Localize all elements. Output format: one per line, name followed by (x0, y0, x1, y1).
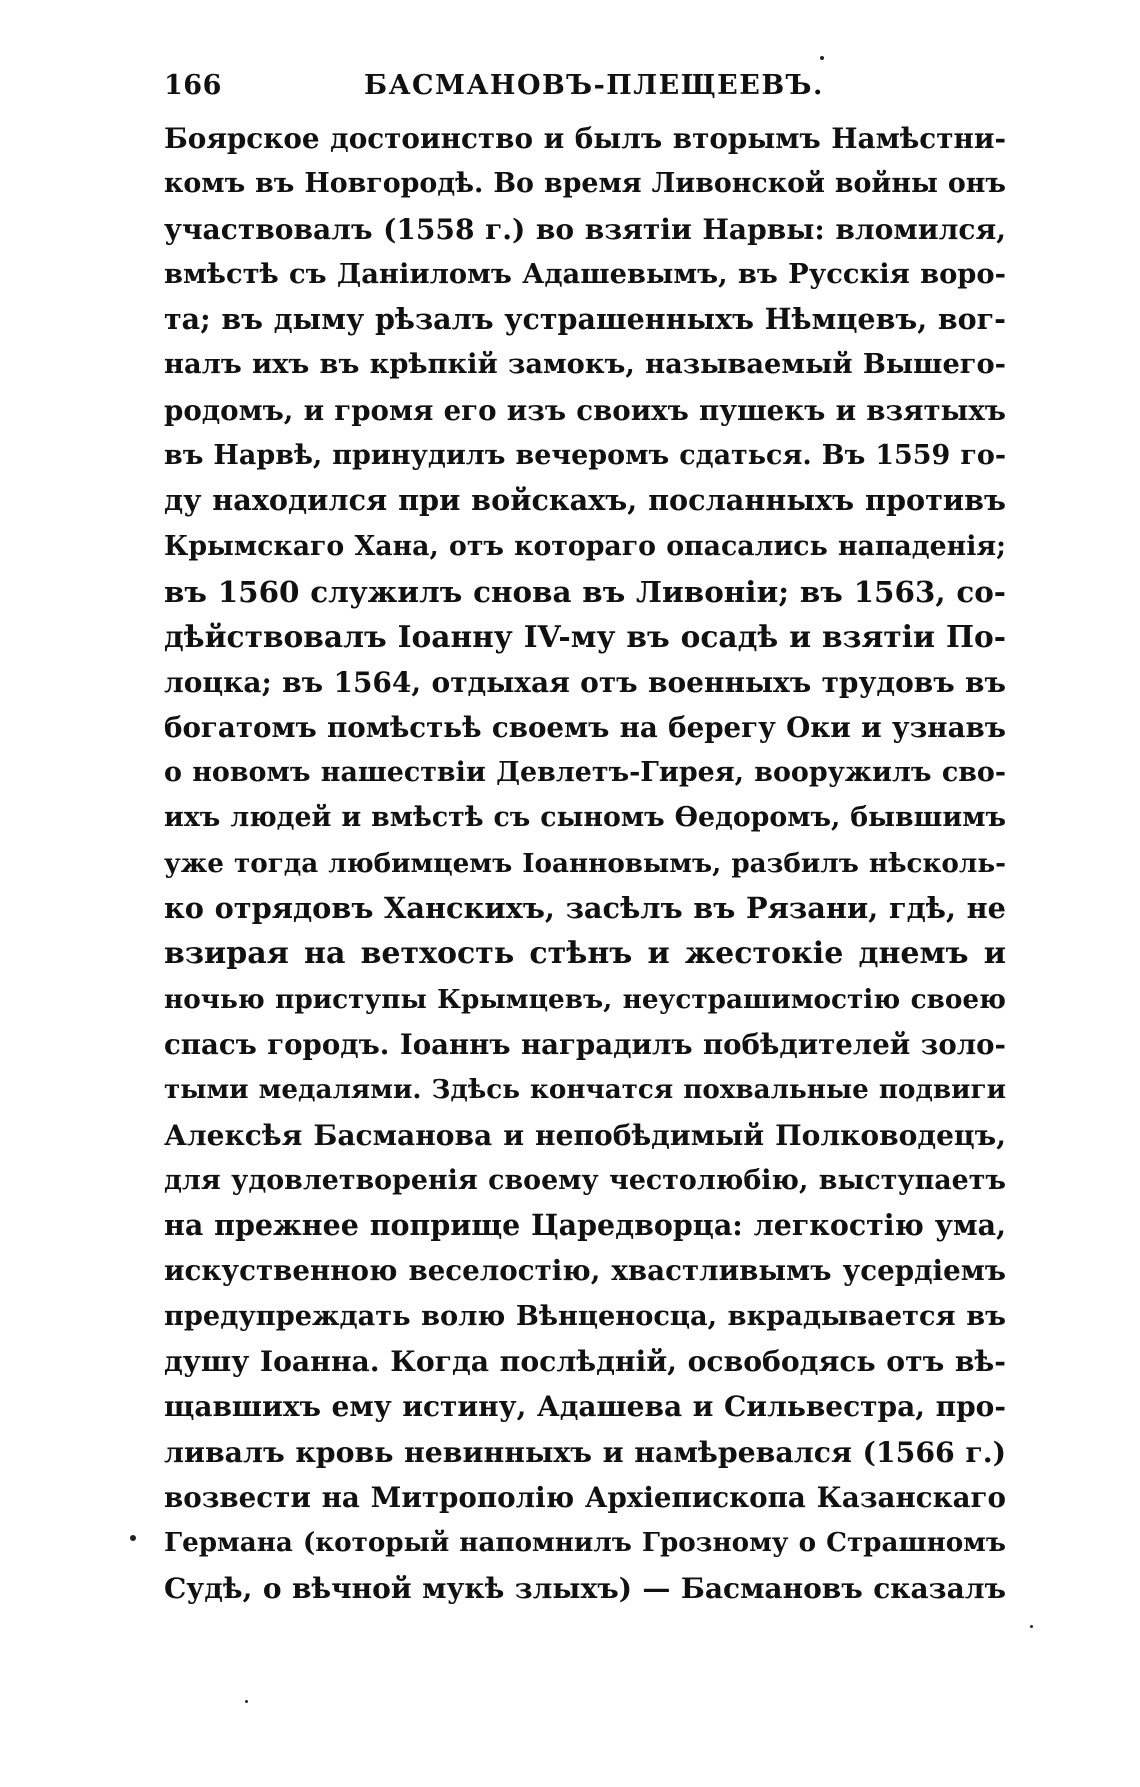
text-line: участвовалъ (1558 г.) во взятіи Нарвы: вломился, (164, 212, 1006, 246)
scan-speck (1030, 1625, 1033, 1628)
text-line: искуственною веселостію, хвастливымъ усердіемъ (164, 1254, 1006, 1288)
text-line: ко отрядовъ Ханскихъ, засѣлъ въ Рязани, гдѣ, не (164, 891, 1006, 926)
text-line: лоцка; въ 1564, отдыхая отъ военныхъ трудовъ въ (164, 665, 1006, 699)
running-head: БАСМАНОВЪ-ПЛЕЩЕЕВЪ. (364, 70, 824, 101)
text-line: Боярское достоинство и былъ вторымъ Намѣстни- (164, 122, 1006, 155)
text-line: Крымскаго Хана, отъ котораго опасались нападенія; (164, 530, 1006, 562)
text-line: ду находился при войскахъ, посланныхъ противъ (164, 483, 1006, 518)
text-line: щавшихъ ему истину, Адашева и Сильвестра, про- (164, 1390, 1006, 1424)
text-line: возвести на Митрополію Архіепископа Казанскаго (164, 1480, 1006, 1514)
scan-speck (130, 1535, 136, 1541)
text-line: богатомъ помѣстьѣ своемъ на берегу Оки и узнавъ (164, 710, 1006, 744)
scan-speck (820, 56, 824, 60)
text-line: для удовлетворенія своему честолюбію, выступаетъ (164, 1164, 1006, 1196)
text-line: налъ ихъ въ крѣпкій замокъ, называемый Вышего- (164, 348, 1006, 381)
text-line: на прежнее поприще Царедворца: легкостію ума, (164, 1208, 1006, 1243)
text-line: родомъ, и громя его изъ своихъ пушекъ и взятыхъ (164, 393, 1006, 427)
text-line: ночью приступы Крымцевъ, неустрашимостію своею (164, 983, 1006, 1015)
text-line: взирая на ветхость стѣнъ и жестокіе днемъ и (164, 936, 1006, 972)
page-header (164, 64, 1006, 108)
text-line: уже тогда любимцемъ Іоанновымъ, разбилъ нѣсколь- (164, 847, 1006, 879)
text-line: душу Іоанна. Когда послѣдній, освободясь отъ вѣ- (164, 1344, 1006, 1379)
text-line: ихъ людей и вмѣстѣ съ сыномъ Ѳедоромъ, бывшимъ (164, 802, 1006, 834)
text-line: дѣйствовалъ Іоанну IV-му въ осадѣ и взятіи По- (164, 619, 1006, 655)
text-line: тыми медалями. Здѣсь кончатся похвальные подвиги (164, 1074, 1006, 1106)
scan-speck (245, 1700, 248, 1703)
text-line: спасъ городъ. Іоаннъ наградилъ побѣдителей золо- (164, 1027, 1006, 1061)
text-line: ливалъ кровь невинныхъ и намѣревался (1566 г.) (164, 1434, 1006, 1469)
text-line: вмѣстѣ съ Даніиломъ Адашевымъ, въ Русскія воро- (164, 257, 1006, 290)
text-line: предупреждать волю Вѣнценосца, вкрадывается въ (164, 1299, 1006, 1332)
text-line: та; въ дыму рѣзалъ устрашенныхъ Нѣмцевъ, вог- (164, 302, 1006, 337)
text-line: Судѣ, о вѣчной мукѣ злыхъ) — Басмановъ сказалъ (164, 1571, 1006, 1605)
text-line: о новомъ нашествіи Девлетъ-Гирея, вооружилъ сво- (164, 757, 1006, 789)
text-line: Германа (который напомнилъ Грозному о Страшномъ (164, 1527, 1006, 1559)
text-line: въ 1560 служилъ снова въ Ливоніи; въ 1563, со- (164, 573, 1006, 609)
text-line: комъ въ Новгородѣ. Во время Ливонской войны онъ (164, 168, 1006, 200)
page-number: 166 (164, 70, 222, 101)
text-line: Алексѣя Басманова и непобѣдимый Полководецъ, (164, 1118, 1006, 1152)
text-line: въ Нарвѣ, принудилъ вечеромъ сдаться. Въ 1559 го- (164, 440, 1006, 472)
body-text (164, 116, 1006, 1611)
